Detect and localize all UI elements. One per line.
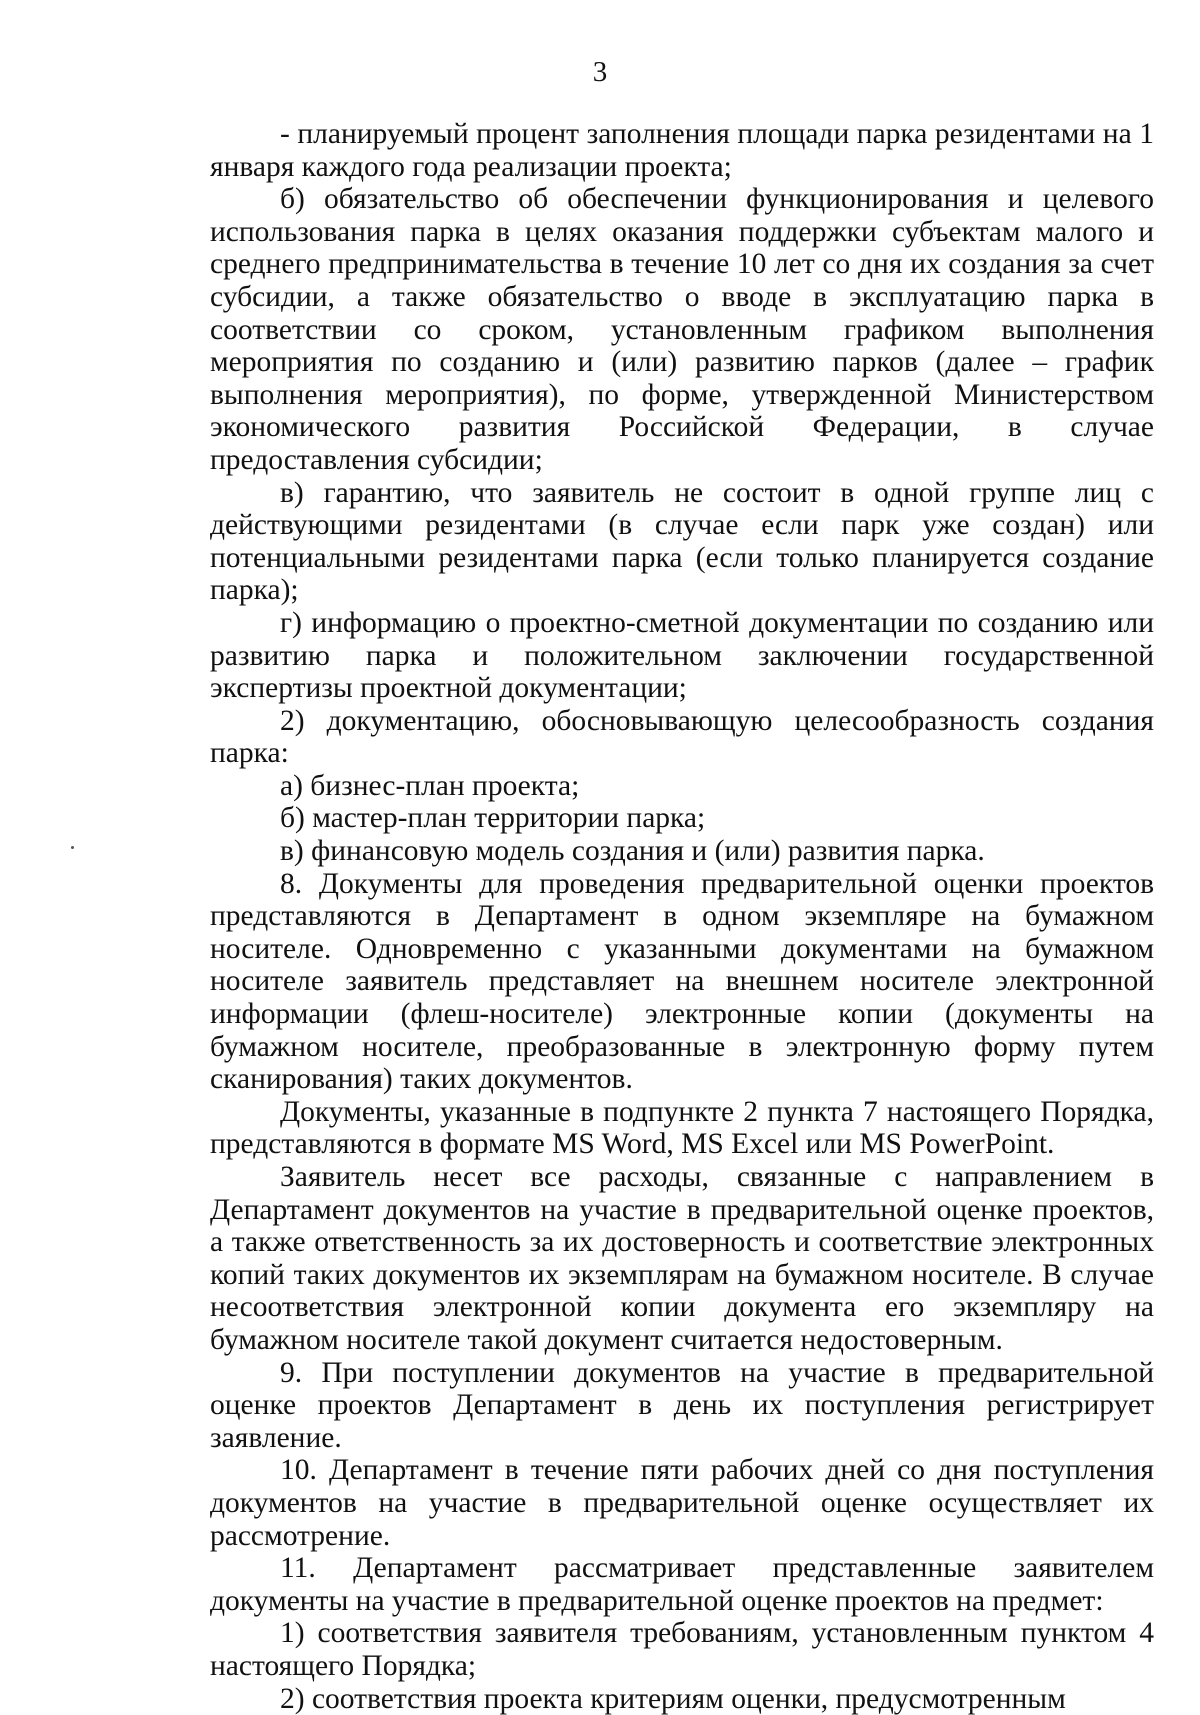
paragraph-clause-9: 9. При поступлении документов на участие в предварительной оценке проектов Департамент в день их поступления регистрирует заявление. — [210, 1357, 1154, 1455]
paragraph-business-plan: а) бизнес-план проекта; — [210, 770, 1154, 803]
page-number: 3 — [0, 56, 1200, 89]
paragraph-clause-8: 8. Документы для проведения предварительной оценки проектов представляются в Департамент в одном экземпляре на бумажном носителе. Одновременно с указанными документами на бумажном носителе заявитель представляет на внешнем носителе электронной информации (флеш-носителе) электронные копии (документы на бумажном носителе, преобразованные в электронную форму путем сканирования) таких документов. — [210, 868, 1154, 1096]
paragraph-formats: Документы, указанные в подпункте 2 пункта 7 настоящего Порядка, представляются в формате MS Word, MS Excel или MS PowerPoint. — [210, 1096, 1154, 1161]
paragraph-expenses: Заявитель несет все расходы, связанные с направлением в Департамент документов на участие в предварительной оценке проектов, а также ответственность за их достоверность и соответствие электронных копий таких документов их экземплярам на бумажном носителе. В случае несоответствия электронной копии документа его экземпляру на бумажном носителе такой документ считается недостоверным. — [210, 1161, 1154, 1357]
paragraph-master-plan: б) мастер-план территории парка; — [210, 802, 1154, 835]
scan-speck — [71, 846, 74, 849]
paragraph-clause-10: 10. Департамент в течение пяти рабочих дней со дня поступления документов на участие в предварительной оценке осуществляет их рассмотрение. — [210, 1454, 1154, 1552]
paragraph-fill-percentage: - планируемый процент заполнения площади парка резидентами на 1 января каждого года реализации проекта; — [210, 118, 1154, 183]
paragraph-clause-11: 11. Департамент рассматривает представленные заявителем документы на участие в предварительной оценке проектов на предмет: — [210, 1552, 1154, 1617]
paragraph-obligation-b: б) обязательство об обеспечении функционирования и целевого использования парка в целях оказания поддержки субъектам малого и среднего предпринимательства в течение 10 лет со дня их создания за счет субсидии, а также обязательство о вводе в эксплуатацию парка в соответствии со сроком, установленным графиком выполнения мероприятия по созданию и (или) развитию парков (далее – график выполнения мероприятия), по форме, утвержденной Министерством экономического развития Российской Федерации, в случае предоставления субсидии; — [210, 183, 1154, 476]
paragraph-compliance-1: 1) соответствия заявителя требованиям, установленным пунктом 4 настоящего Порядка; — [210, 1617, 1154, 1682]
paragraph-compliance-2: 2) соответствия проекта критериям оценки, предусмотренным — [210, 1683, 1154, 1715]
paragraph-guarantee-v: в) гарантию, что заявитель не состоит в одной группе лиц с действующими резидентами (в случае если парк уже создан) или потенциальными резидентами парка (если только планируется создание парка); — [210, 477, 1154, 607]
document-body — [210, 118, 1154, 1715]
paragraph-financial-model: в) финансовую модель создания и (или) развития парка. — [210, 835, 1154, 868]
paragraph-documentation-2: 2) документацию, обосновывающую целесообразность создания парка: — [210, 705, 1154, 770]
paragraph-information-g: г) информацию о проектно-сметной документации по созданию или развитию парка и положительном заключении государственной экспертизы проектной документации; — [210, 607, 1154, 705]
